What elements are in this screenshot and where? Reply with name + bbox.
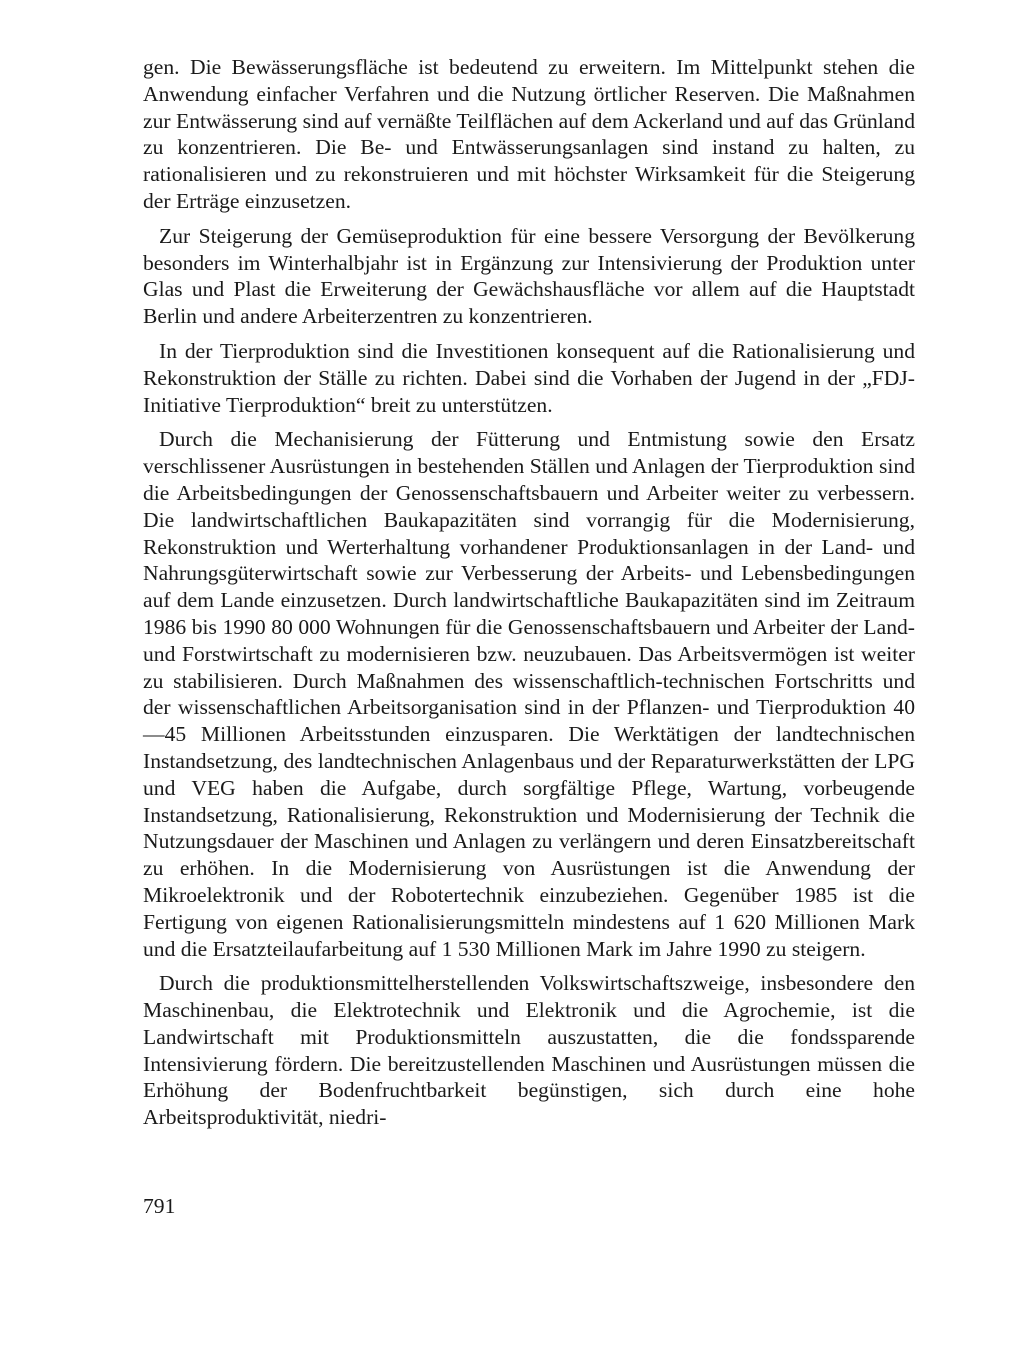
page-number: 791 (143, 1194, 176, 1218)
paragraph-1: gen. Die Bewässerungsfläche ist bedeutend zu erweitern. Im Mittelpunkt stehen die Anwendung einfacher Verfahren und die Nutzung örtlicher Reserven. Die Maßnahmen zur Entwässerung sind auf vernäßte Teilflächen auf dem Ackerland und auf das Grünland zu konzentrieren. Die Be- und Entwässerungsanlagen sind instand zu halten, zu rationalisieren und zu rekonstruieren und mit höchster Wirksamkeit für die Steigerung der Erträge einzusetzen. (143, 55, 915, 213)
paragraph-3: In der Tierproduktion sind die Investitionen konsequent auf die Rationalisierung und Rekonstruktion der Ställe zu richten. Dabei sind die Vorhaben der Jugend in der „FDJ-Initiative Tierproduktion“ breit zu unterstützen. (143, 338, 915, 417)
paragraph-4: Durch die Mechanisierung der Fütterung und Entmistung sowie den Ersatz verschlissener Ausrüstungen in bestehenden Ställen und Anlagen der Tierproduktion sind die Arbeitsbedingungen der Genossenschaftsbauern und Arbeiter weiter zu verbessern. Die landwirtschaftlichen Baukapazitäten sind vorrangig für die Modernisierung, Rekonstruktion und Werterhaltung vorhandener Produktionsanlagen in der Land- und Nahrungsgüterwirtschaft sowie zur Verbesserung der Arbeits- und Lebensbedingungen auf dem Lande einzusetzen. Durch landwirtschaftliche Baukapazitäten sind im Zeitraum 1986 bis 1990 80 000 Wohnungen für die Genossenschaftsbauern und Arbeiter der Land- und Forstwirtschaft zu modernisieren bzw. neuzubauen. Das Arbeitsvermögen ist weiter zu stabilisieren. Durch Maßnahmen des wissenschaftlich-technischen Fortschritts und der wissenschaftlichen Arbeitsorganisation sind in der Pflanzen- und Tierproduktion 40—45 Millionen Arbeitsstunden einzusparen. Die Werktätigen der landtechnischen Instandsetzung, des landtechnischen Anlagenbaus und der Reparaturwerkstätten der LPG und VEG haben die Aufgabe, durch sorgfältige Pflege, Wartung, vorbeugende Instandsetzung, Rationalisierung, Rekonstruktion und Modernisierung der Technik die Nutzungsdauer der Maschinen und Anlagen zu verlängern und deren Einsatzbereitschaft zu erhöhen. In die Modernisierung von Ausrüstungen ist die Anwendung der Mikroelektronik und der Robotertechnik einzubeziehen. Gegenüber 1985 ist die Fertigung von eigenen Rationalisierungsmitteln mindestens auf 1 620 Millionen Mark und die Ersatzteilaufarbeitung auf 1 530 Millionen Mark im Jahre 1990 zu steigern. (143, 427, 915, 961)
document-body (143, 54, 915, 1139)
paragraph-5: Durch die produktionsmittelherstellenden Volkswirtschaftszweige, insbesondere den Maschinenbau, die Elektrotechnik und Elektronik und die Agrochemie, ist die Landwirtschaft mit Produktionsmitteln auszustatten, die die fondssparende Intensivierung fördern. Die bereitzustellenden Maschinen und Ausrüstungen müssen die Erhöhung der Bodenfruchtbarkeit begünstigen, sich durch eine hohe Arbeitsproduktivität, niedri- (143, 971, 915, 1130)
paragraph-2: Zur Steigerung der Gemüseproduktion für eine bessere Versorgung der Bevölkerung besonders im Winterhalbjahr ist in Ergänzung zur Intensivierung der Produktion unter Glas und Plast die Erweiterung der Gewächshausfläche vor allem auf die Hauptstadt Berlin und andere Arbeiterzentren zu konzentrieren. (143, 223, 915, 329)
